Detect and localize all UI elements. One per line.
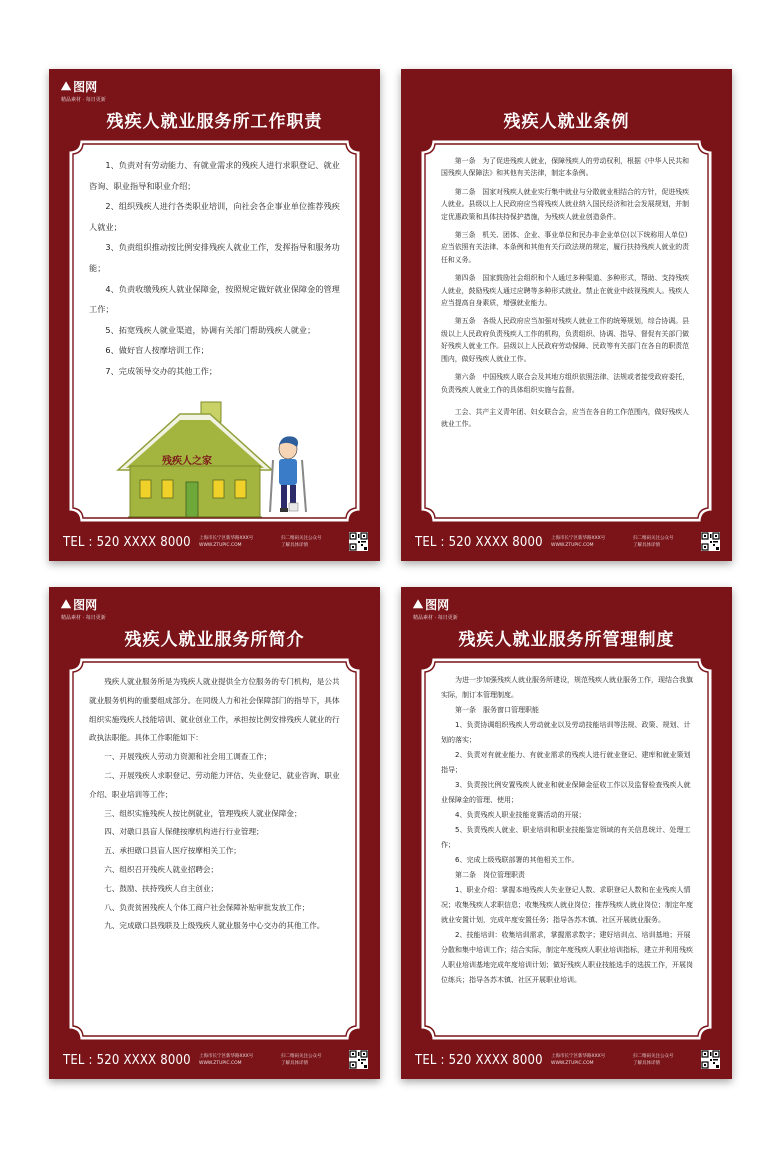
rule-line: 1、职业介绍：掌握本地残疾人失业登记人数、求职登记人数和在业残疾人情况；收集残疾人求职信息；收集残疾人就业岗位；推荐残疾人就业岗位；制定年度就业安置计划，完成年度安置任务；指导各苏木镇、社区开展就业服务。: [441, 886, 693, 924]
poster-title: 残疾人就业服务所工作职责: [106, 112, 323, 132]
footer-bar: [49, 1041, 380, 1079]
qr-code-icon: [349, 1050, 368, 1069]
brand-logo: ⛰ 图网 精品素材 · 每日更新: [61, 597, 106, 621]
article: 工会、共产主义青年团、妇女联合会，应当在各自的工作范围内，做好残疾人就业工作。: [441, 407, 690, 429]
brand-logo: ⛰ 图网 精品素材 · 每日更新: [61, 79, 106, 103]
function-item: 六、组织召开残疾人就业招聘会；: [104, 864, 219, 874]
footer-bar: [401, 1041, 732, 1079]
rule-line: 为进一步加强残疾人就业服务所建设，规范残疾人就业服务工作，现结合我旗实际，制订本管理制度。: [441, 676, 693, 699]
brand-logo: ⛰ 图网 精品素材 · 每日更新: [413, 597, 458, 621]
duty-item: 4、负责收缴残疾人就业保障金，按照规定做好就业保障金的管理工作；: [89, 283, 340, 315]
qr-code-icon: [349, 532, 368, 551]
introduction-text: [89, 673, 341, 1027]
article: 第二条 国家对残疾人就业实行集中就业与分散就业相结合的方针，促进残疾人就业。县级以上人民政府应当将残疾人就业纳入国民经济和社会发展规划，并制定优惠政策和具体扶持保护措施，为残疾人就业创造条件。: [441, 187, 690, 221]
duty-item: 5、拓宽残疾人就业渠道，协调有关部门帮助残疾人就业；: [105, 324, 316, 335]
rule-heading: 第一条 服务窗口管理职能: [455, 706, 539, 714]
qr-caption: 扫二维码关注公众号 了解具体详情: [281, 1054, 322, 1066]
rule-line: 6、完成上级残联部署的其他相关工作。: [455, 856, 579, 864]
article: 第一条 为了促进残疾人就业，保障残疾人的劳动权利，根据《中华人民共和国残疾人保障法》和其他有关法律，制定本条例。: [441, 157, 690, 178]
poster-title: 残疾人就业服务所简介: [124, 630, 305, 650]
function-item: 二、开展残疾人求职登记、劳动能力评估、失业登记、就业咨询、职业介绍、职业培训等工作；: [89, 770, 340, 799]
duty-item: 3、负责组织推动按比例安排残疾人就业工作，发挥指导和服务功能；: [89, 242, 340, 273]
function-item: 三、组织实施残疾人按比例就业，管理残疾人就业保障金；: [104, 808, 302, 818]
rule-line: 1、负责协调组织残疾人劳动就业以及劳动技能培训等法规、政策、规划、计划的落实；: [441, 721, 691, 744]
logo-icon: ⛰: [413, 597, 424, 611]
address: 上海市长宁区新华路XXX号 WWW.ZTUPIC.COM: [199, 536, 254, 548]
qr-code-icon: [701, 1050, 720, 1069]
telephone: TEL : 520 XXXX 8000: [415, 535, 543, 550]
function-item: 一、开展残疾人劳动力资源和社会用工调查工作；: [104, 752, 272, 762]
regulation-articles: [441, 155, 693, 509]
management-rules: [441, 673, 693, 1027]
content-frame: [420, 657, 713, 1041]
telephone: TEL : 520 XXXX 8000: [63, 535, 191, 550]
logo-icon: ⛰: [61, 597, 72, 611]
article: 第四条 国家鼓励社会组织和个人通过多种渠道、多种形式，帮助、支持残疾人就业，鼓励残疾人通过应聘等多种形式就业。禁止在就业中歧视残疾人。残疾人应当提高自身素质，增强就业能力。: [441, 274, 690, 308]
function-item: 四、对礅口县盲人保健按摩机构进行行业管理；: [104, 827, 264, 837]
rule-line: 2、技能培训：收集培训需求，掌握需求数字；建好培训点、培训基地；开展分散和集中培训工作；结合实际，制定年度残疾人职业培训指标，建立并利用残疾人职业培训基地完成年度培训计划；做好残疾人职业技能选手的选拔工作，开展岗位练兵；指导各苏木镇、社区开展职业培训。: [441, 931, 693, 984]
poster-management-rules: [401, 587, 732, 1079]
address: 上海市长宁区新华路XXX号 WWW.ZTUPIC.COM: [199, 1054, 254, 1066]
duty-item: 6、做好盲人按摩培训工作；: [105, 345, 209, 356]
intro-paragraph: 残疾人就业服务所是为残疾人就业提供全方位服务的专门机构，是公共就业服务机构的重要组成部分。在同级人力和社会保障部门的指导下，具体组织实施残疾人技能培训、就业创业工作，承担按比例安排残疾人就业的行政执法职能。具体工作职能如下：: [89, 677, 340, 743]
poster-title: 残疾人就业条例: [503, 112, 630, 132]
poster-service-introduction: [49, 587, 380, 1079]
duty-item: 2、组织残疾人进行各类职业培训，向社会各企事业单位推荐残疾人就业；: [89, 201, 340, 232]
qr-caption: 扫二维码关注公众号 了解具体详情: [633, 1054, 674, 1066]
duty-item: 1、负责对有劳动能力、有就业需求的残疾人进行求职登记、就业咨询、职业指导和职业介绍；: [89, 160, 340, 191]
function-item: 五、承担礅口县盲人医疗按摩相关工作；: [104, 846, 241, 856]
function-item: 七、鼓励、扶持残疾人自主创业；: [104, 883, 219, 893]
duty-item: 7、完成领导交办的其他工作；: [105, 365, 218, 376]
function-item: 八、负责贫困残疾人个体工商户社会保障补贴审批发放工作；: [104, 902, 310, 912]
article: 第五条 各级人民政府应当加强对残疾人就业工作的统筹规划，综合协调。县级以上人民政府负责残疾人工作的机构，负责组织、协调、指导、督促有关部门做好残疾人就业工作。县级以上人民政府劳动保障、民政等有关部门在各自的职责范围内，做好残疾人就业工作。: [441, 317, 690, 363]
content-frame: [420, 139, 713, 523]
rule-line: 2、负责对有就业能力、有就业需求的残疾人进行就业登记、建库和就业策划指导；: [441, 751, 691, 774]
rule-line: 4、负责残疾人职业技能竞赛活动的开展；: [455, 811, 586, 819]
house-label: 残疾人之家: [162, 456, 212, 467]
qr-caption: 扫二维码关注公众号 了解具体详情: [633, 536, 674, 548]
article: 第三条 机关、团体、企业、事业单位和民办非企业单位(以下统称用人单位)应当依照有关法律、本条例和其他有关行政法规的规定，履行扶持残疾人就业的责任和义务。: [441, 231, 690, 264]
footer-bar: [49, 523, 380, 561]
poster-title: 残疾人就业服务所管理制度: [458, 630, 675, 650]
article: 第六条 中国残疾人联合会及其地方组织依照法律、法规或者接受政府委托，负责残疾人就业工作的具体组织实施与监督。: [441, 373, 690, 394]
telephone: TEL : 520 XXXX 8000: [63, 1053, 191, 1068]
qr-code-icon: [701, 532, 720, 551]
content-frame: [68, 657, 361, 1041]
rule-line: 5、负责残疾人就业、职业培训和职业技能鉴定领域的有关信息统计、处理工作；: [441, 826, 691, 849]
footer-bar: [401, 523, 732, 561]
address: 上海市长宁区新华路XXX号 WWW.ZTUPIC.COM: [551, 1054, 606, 1066]
disabled-home-illustration: [110, 400, 320, 520]
logo-icon: ⛰: [61, 79, 72, 93]
poster-employment-regulations: [401, 69, 732, 561]
rule-heading: 第二条 岗位管理职责: [455, 871, 525, 879]
telephone: TEL : 520 XXXX 8000: [415, 1053, 543, 1068]
address: 上海市长宁区新华路XXX号 WWW.ZTUPIC.COM: [551, 536, 606, 548]
qr-caption: 扫二维码关注公众号 了解具体详情: [281, 536, 322, 548]
function-item: 九、完成礅口县残联及上级残疾人就业服务中心交办的其他工作。: [104, 921, 325, 931]
rule-line: 3、负责按比例安置残疾人就业和就业保障金征收工作以及监督检查残疾人就业保障金的管理、使用；: [441, 781, 691, 804]
